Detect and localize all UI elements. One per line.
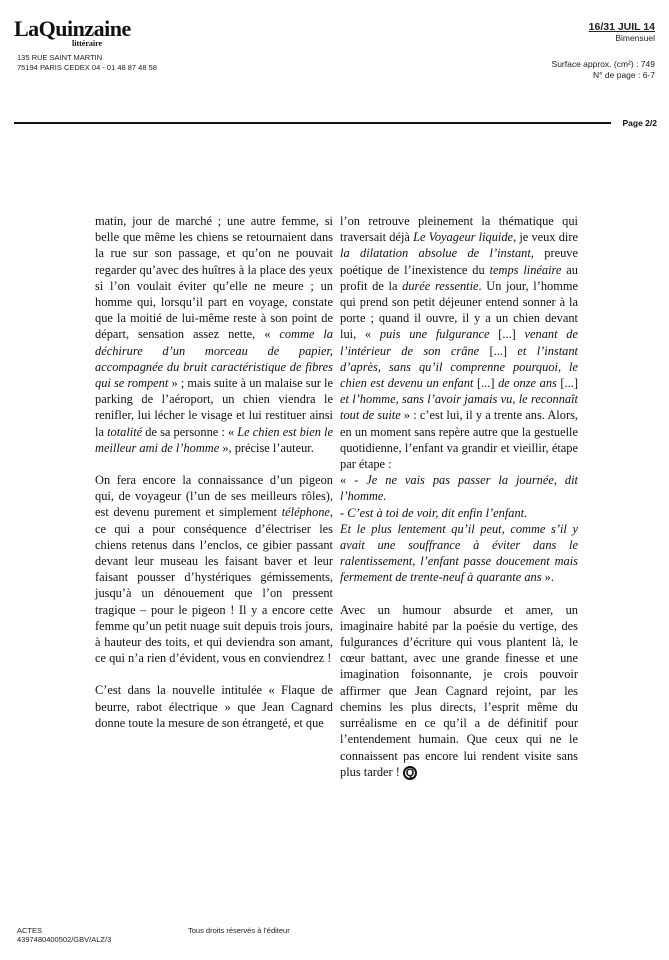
text-run: preuve poétique de l’inexistence du — [340, 246, 578, 277]
address-line-2: 75194 PARIS CEDEX 04 - 01 48 87 48 58 — [17, 63, 157, 72]
text-run: [...] — [479, 343, 518, 358]
text-run: [...] — [473, 376, 499, 391]
footer-reference — [17, 926, 111, 944]
italic-run: de onze ans — [498, 376, 557, 391]
text-run: au profit de la — [340, 262, 579, 293]
paragraph — [95, 682, 333, 731]
italic-run: venant de l’intérieur de son crâne — [340, 327, 578, 358]
dialogue-line — [340, 505, 578, 521]
logo-text: LaQuinzaine — [14, 16, 131, 41]
text-run: », précise l’auteur. — [219, 440, 314, 455]
text-run: . Un jour, l’homme qui prend son petit déjeuner entend sonner à la porte ; quand il ouvre, il y a un chien devant lui, « — [340, 278, 578, 342]
logo-subtitle: littéraire — [72, 39, 103, 48]
address-line-1: 135 RUE SAINT MARTIN — [17, 53, 103, 62]
footer-client: ACTES — [17, 926, 43, 935]
publication-logo — [14, 16, 131, 48]
frequency: Bimensuel — [615, 32, 655, 43]
text-run: l’on retrouve pleinement la thématique qui traversait déjà — [340, 214, 578, 245]
italic-run: la dilatation absolue de l’instant, — [340, 246, 534, 261]
article-column-left — [95, 213, 333, 747]
dialogue-line — [340, 472, 578, 504]
page-number: N° de page : 6-7 — [593, 69, 655, 80]
italic-run: comme la déchirure d’un morceau de papier, accompagnée du bruit caractéristique de fibres qui se rompent — [95, 327, 333, 391]
issue-date: 16/31 JUIL 14 — [588, 21, 655, 33]
closing-text — [340, 603, 578, 779]
page-indicator: Page 2/2 — [622, 118, 657, 128]
italic-run: Le Voyageur liquide — [413, 230, 514, 245]
text-run: matin, jour de marché ; une autre femme, si belle que même les chiens se retournaient dans la rue sur son passage, et qu’on ne pouvait regarder qu’avec des huîtres à la place des yeux si l’on voulait éviter qu’elle ne meure ; un homme qui, lorsqu’il part en voyage, constate que la moitié de lui-même reste à son point de départ, sensation assez nette, « — [95, 214, 333, 342]
text-run: Avec un humour absurde et amer, un imaginaire habité par la poésie du vertige, des fulgurances d’écriture qui vous plantent là, le cœur battant, avec une grande finesse et une imagination foisonnante, je crois pouvoir affirmer que Jean Cagnard rejoint, par les chemins les plus directs, l’esprit même du surréalisme en ce qu’il a de définitif pour l’entendement humain. Que ceux qui ne le connaissent pas encore lui rendent visite sans plus tarder ! — [340, 602, 578, 779]
text-run: ». — [541, 570, 554, 585]
footer-rights: Tous droits réservés à l’éditeur — [188, 926, 290, 935]
paragraph — [95, 213, 333, 456]
italic-run: téléphone — [281, 505, 330, 520]
header-rule — [14, 122, 611, 124]
italic-run: et l’homme, sans l’avoir jamais vu, le reconnaît tout de suite — [340, 392, 578, 423]
italic-run: Et le plus lentement qu’il peut, comme s’il y avait une souffrance à éviter dans le ralentissement, l’enfant passe doucement mais fermement de trente-neuf à quarante ans — [340, 521, 578, 585]
italic-run: - C’est à toi de voir, dit enfin l’enfant. — [340, 505, 528, 520]
dialogue-line — [340, 521, 578, 586]
paragraph — [95, 472, 333, 666]
article-column-right — [340, 213, 578, 796]
text-run: de sa personne : « — [142, 424, 238, 439]
italic-run: totalité — [107, 424, 143, 439]
italic-run: Je ne vais pas passer la journée, dit l’homme. — [340, 473, 578, 504]
clipping-meta — [552, 22, 655, 80]
surface-area: Surface approx. (cm²) : 749 — [551, 59, 655, 69]
text-run: [...] — [489, 327, 525, 342]
text-run: , je veux dire — [513, 230, 578, 245]
italic-run: et l’instant d’après, sans qu’il comprenne pourquoi, le chien est devenu un enfant — [340, 343, 578, 391]
paragraph — [340, 213, 578, 472]
paragraph — [340, 602, 578, 780]
text-run: On fera encore la connaissance d’un pigeon qui, de voyageur (l’un de ses meilleurs rôles), est devenu purement et simplement — [95, 473, 333, 520]
end-mark-icon: Q — [403, 766, 417, 780]
italic-run: temps linéaire — [489, 262, 562, 277]
text-run: [...] — [556, 376, 578, 391]
text-run: » ; mais suite à un malaise sur le parking de l’aéroport, un chien viendra le renifler, lui lécher le visage et lui restituer ainsi la — [95, 376, 333, 439]
italic-run: durée ressentie — [402, 278, 479, 293]
italic-run: Le chien est bien le meilleur ami de l’homme — [95, 424, 333, 455]
italic-run: puis une fulgurance — [379, 327, 490, 342]
text-run: C’est dans la nouvelle intitulée « Flaque de beurre, rabot électrique » que Jean Cagnard donne toute la mesure de son étrangeté, et que — [95, 683, 333, 730]
text-run: « - — [340, 473, 367, 488]
publisher-address — [17, 53, 157, 73]
footer-code: 4397480400502/GBV/ALZ/3 — [17, 935, 112, 944]
text-run: , ce qui a pour conséquence d’électriser les chiens retenus dans l’enclos, ce gibier passant devant leur museau les faisant baver et leur faisant pousser d’hystériques gémissements, jusqu’à un dénouement que l’on pressent tragique – pour le pigeon ! Il y a encore cette femme qu’un petit nuage suit depuis trois jours, à hauteur des toits, et qui deviendra son amant, ce qui n’a rien d’évident, vous en conviendrez ! — [95, 505, 333, 666]
text-run: » : c’est lui, il y a trente ans. Alors, en un moment sans repère autre que la gestuelle quotidienne, l’enfant va grandir et vieillir, étape par étape : — [340, 408, 578, 472]
